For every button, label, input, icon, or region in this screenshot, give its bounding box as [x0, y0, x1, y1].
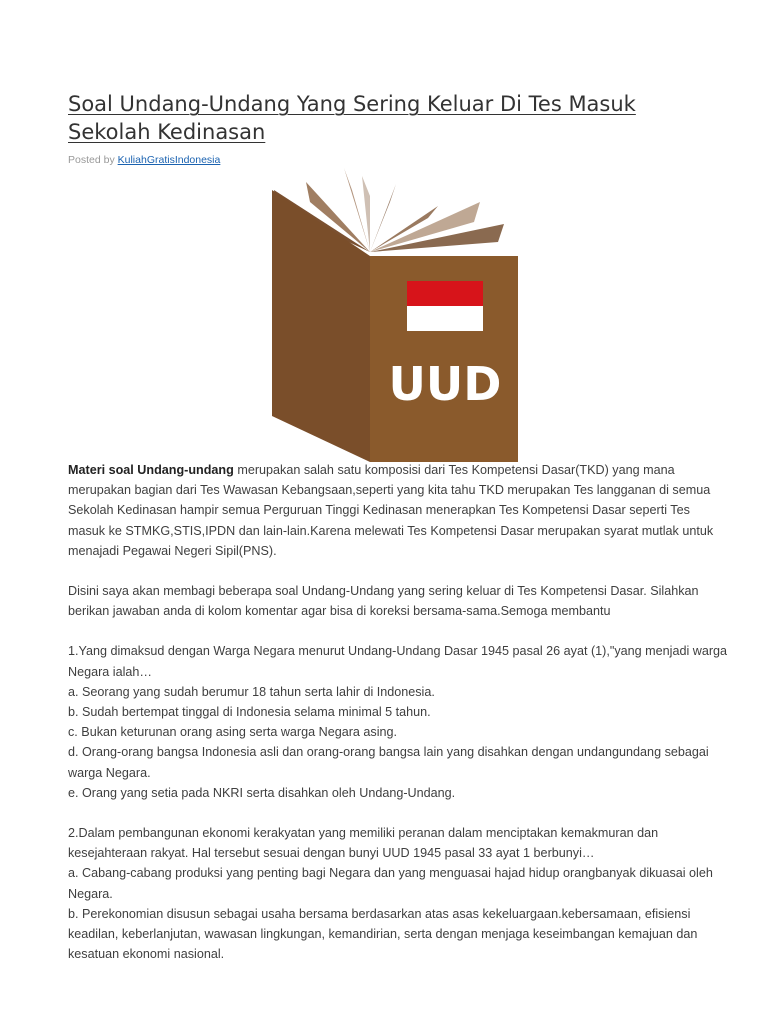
question-2-option-a: a. Cabang-cabang produksi yang penting bagi Negara dan yang menguasai hajad hidup orangbanyak dikuasai oleh Negara. — [68, 866, 713, 901]
article-body — [68, 460, 728, 964]
intro-lead-rest: merupakan salah satu komposisi dari Tes Kompetensi Dasar(TKD) yang mana merupakan bagian dari Tes Wawasan Kebangsaan,seperti yang kita tahu TKD merupakan Tes langganan di semua Sekolah Kedinasan hampir semua Perguruan Tinggi Kedinasan menerapkan Tes Kompetensi Dasar seperti Tes masuk ke STMKG,STIS,IPDN dan lain-lain.Karena melewati Tes Kompetensi Dasar merupakan syarat mutlak untuk menajadi Pegawai Negeri Sipil(PNS). — [68, 463, 714, 558]
question-1-option-b: b. Sudah bertempat tinggal di Indonesia selama minimal 5 tahun. — [68, 705, 431, 720]
question-2 — [68, 823, 728, 964]
posted-by-label: Posted by — [68, 154, 115, 166]
question-1-option-a: a. Seorang yang sudah berumur 18 tahun serta lahir di Indonesia. — [68, 684, 435, 699]
uud-book-illustration — [268, 168, 524, 464]
question-1-option-c: c. Bukan keturunan orang asing serta warga Negara asing. — [68, 725, 398, 740]
book-back-cover — [272, 190, 370, 462]
question-2-text: 2.Dalam pembangunan ekonomi kerakyatan yang memiliki peranan dalam menciptakan kemakmuran dan kesejahteraan rakyat. Hal tersebut sesuai dengan bunyi UUD 1945 pasal 33 ayat 1 berbunyi… — [68, 826, 659, 861]
question-1-option-e: e. Orang yang setia pada NKRI serta disahkan oleh Undang-Undang. — [68, 785, 456, 800]
flag-red-stripe — [407, 281, 483, 306]
book-page-4 — [362, 176, 370, 252]
flag-white-stripe — [407, 306, 483, 331]
intro-lead-bold: Materi soal Undang-undang — [68, 463, 234, 477]
question-1-option-d: d. Orang-orang bangsa Indonesia asli dan orang-orang bangsa lain yang disahkan dengan undangundang sebagai warga Negara. — [68, 745, 709, 780]
intro-paragraph — [68, 460, 728, 561]
book-page-5 — [370, 184, 396, 252]
question-1-text: 1.Yang dimaksud dengan Warga Negara menurut Undang-Undang Dasar 1945 pasal 26 ayat (1),"yang menjadi warga Negara ialah… — [68, 644, 728, 679]
byline — [68, 154, 220, 166]
article-title[interactable]: Soal Undang-Undang Yang Sering Keluar Di Tes Masuk Sekolah Kedinasan — [68, 92, 636, 144]
question-2-option-b: b. Perekonomian disusun sebagai usaha bersama berdasarkan atas asas kekeluargaan.kebersamaan, efisiensi keadilan, keberlanjutan, wawasan lingkungan, kemandirian, serta dengan menjaga keseimbangan kemajuan dan kesatuan ekonomi nasional. — [68, 906, 698, 962]
book-uud-text: UUD — [388, 357, 502, 411]
author-link[interactable]: KuliahGratisIndonesia — [117, 154, 221, 166]
question-1 — [68, 641, 728, 803]
intro-paragraph-2: Disini saya akan membagi beberapa soal Undang-Undang yang sering keluar di Tes Kompetensi Dasar. Silahkan berikan jawaban anda di kolom komentar agar bisa di koreksi bersama-sama.Semoga membantu — [68, 584, 699, 619]
